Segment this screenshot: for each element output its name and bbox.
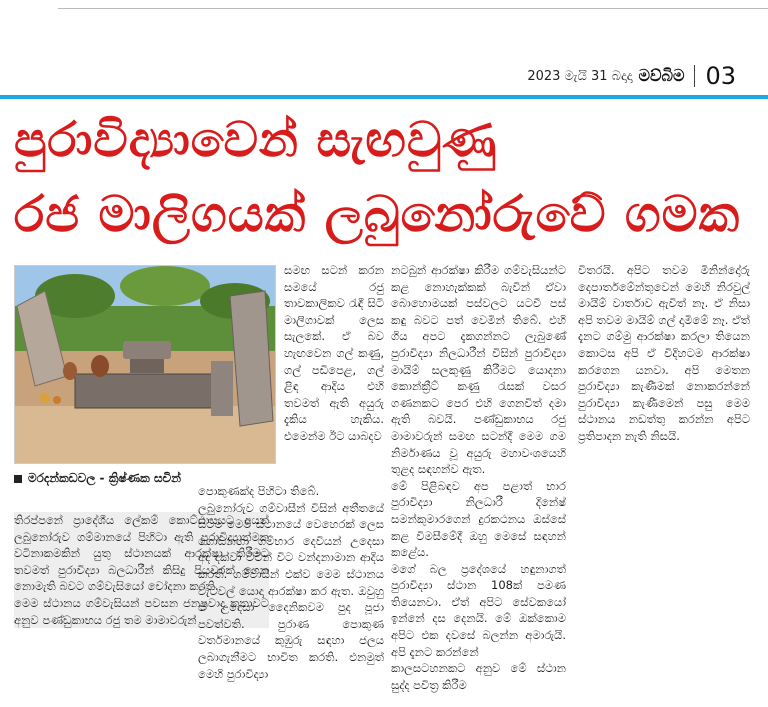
caption-text: මරදන්කඩවල - ක්‍රිෂ්ණක සචින් (28, 471, 181, 485)
newspaper-brand: මව්බිම (638, 66, 685, 85)
article-photo (14, 265, 276, 464)
bullet-square-icon (14, 475, 22, 483)
article-column-3 (391, 262, 566, 693)
headline-line-1: පුරාවිද්‍යාවෙන් සැඟවුණු (14, 112, 498, 168)
article-column-4 (578, 262, 750, 445)
paragraph: සමඟ සටන් කරන සමයේ රජු තාවකාලිකව රැඳී සිටි මාලිගාවක් ලෙස සැලකේ. ඒ බව හැඟවෙන ගල් කණු, ගල් පඩිපෙළ, ගල් ළිඳ ආදිය එහි තවමත් ඇති අයුරු දැකිය හැකිය. එමෙන්ම ඊට යාබදව (284, 263, 384, 443)
page-number: 03 (705, 62, 736, 90)
paragraph: මගේ බල ප්‍රදේශයේ හඳුනාගත් පුරාවිද්‍යා ස්ථාන 108ක් පමණ තියෙනවා. ඒත් අපිට සේවකයෝ ඉන්නේ දස දෙනයි. මේ ඔක්කොම අපිට එක දවසේ බලන්න අමාරුයි. අපි දැනට කරන්නේ (391, 561, 566, 659)
paragraph: කාලසටහනකට අනුව මේ ස්ථාන සුද්ද පවිත්‍ර කිරීම (391, 661, 566, 692)
paragraph: නටබුන් ආරක්ෂා කිරීම ගම්වැසියන්ට කළ නොහැක්කක් බැවින් ඒවා බොහොමයක් පස්වලට යටවී පස් කඳු බවට පත් වෙමින් තිබේ. එහි ගිය අපට දැකගන්නට ලැබුණේ පුරාවිද්‍යා නිලධාරීන් විසින් පුරාවිද්‍යා මායිම් සලකුණු කිරීමට යොදනා කොන්ක්‍රීට් කණු රැසක් වසර ගණනකට පෙර එහි ගෙනවිත් දමා ඇති බවයි. පණ්ඩුකාභය රජු මාමාවරුන් සමඟ සටන්දී මෙම ගම නිර්මාණය වූ අයුරු මහාවංශයෙහි තුළද සඳහන්ව ඇත. (391, 263, 566, 477)
paragraph: ලබුනෝරුව ගම්වාසීන් විසින් අතීතයේ සිටම මෙම ස්ථානයේ වෙහෙරක් ලෙස ගොඩනඟා ගම්භාර දෙවියන් උදෙසා අද දක්වා විටින් විට වන්දනාමාන ආදිය කරති. ගම්වාසීන් එක්ව මෙම ස්ථානය වැටවල් යොදා ආරක්ෂා කර ඇත. ඔවුහු ඒ උදෙසා දෛනිකවම පුද පූජා පවත්වති. පුරාණ පොකුණ වර්තමානයේ කුඹුරු සඳහා ජලය ලබාගැනීමට භාවිත කරති. එනමුත් මෙහි පුරාවිද්‍යා (198, 500, 384, 681)
headline-line-2: රජ මාලිගයක් ලබුනෝරුවේ ගමක (14, 185, 741, 243)
article-column-2-top (284, 262, 384, 445)
article-column-2-bottom (198, 483, 384, 682)
accent-bar (0, 95, 768, 99)
paragraph: මෙම ස්ථානය ගම්වැසියන් පවසන ජනප්‍රවාද කතාවට අනුව පණ්ඩුකාභය රජු තම මාමාවරුන් (14, 595, 269, 627)
paragraph: තිරප්පනේ ප්‍රාදේශීය ලේකම් කොට්ඨාසයට අයත් ලබුනෝරුව ගම්මානයේ පිහිටා ඇති පුරාවිද්‍යාත්මක වටිනාකමකින් යුතු ස්ථානයක් ආරක්ෂා කිරීමට තවමත් පුරාවිද්‍යා බලධාරීන් කිසිදු පියවරක් ගෙන නොමැති බවට ගම්වැසියෝ චෝදනා කරති. (14, 513, 269, 594)
issue-date: 2023 මැයි 31 බදාදා (527, 68, 633, 84)
paragraph: විතරයි. අපිට තවම මිනින්දෝරු දෙපාර්තමේන්තුවෙන් මෙහි නිරවුල් මායිම් වාර්තාව ඇවිත් නෑ. ඒ නිසා අපි තවම මායිම් ගල් දාමිමේ නෑ. ඒත් දැනට ගම්මු ආරක්ෂා කරලා තියෙන කොටස අපි ඒ විදිහටම ආරක්ෂා කරගෙන යනවා. අපි මෙතන පුරාවිද්‍යා කැණීමක් නොකරන්නේ පුරාවිද්‍යා කැණීමෙන් පසු මෙම ස්ථානය නඩත්තු කරන්න අපිට ප්‍රතිපාදන නැති නිසයි. (578, 263, 750, 443)
header-divider (694, 65, 695, 87)
page-header (527, 62, 736, 90)
paragraph: පොකුණක්ද පිහිටා තිබේ. (198, 484, 320, 498)
paragraph: මේ පිළිබඳව අප පළාත් භාර පුරාවිද්‍යා නිලධාරී දිනේෂ් සමන්කුමාරගෙන් දුරකථනය ඔස්සේ කළ විමසීමේදී ඔහු මෙසේ සඳහන් කළේය. (391, 478, 566, 560)
top-rule (58, 8, 768, 9)
ruins-photo-illustration (15, 266, 275, 463)
